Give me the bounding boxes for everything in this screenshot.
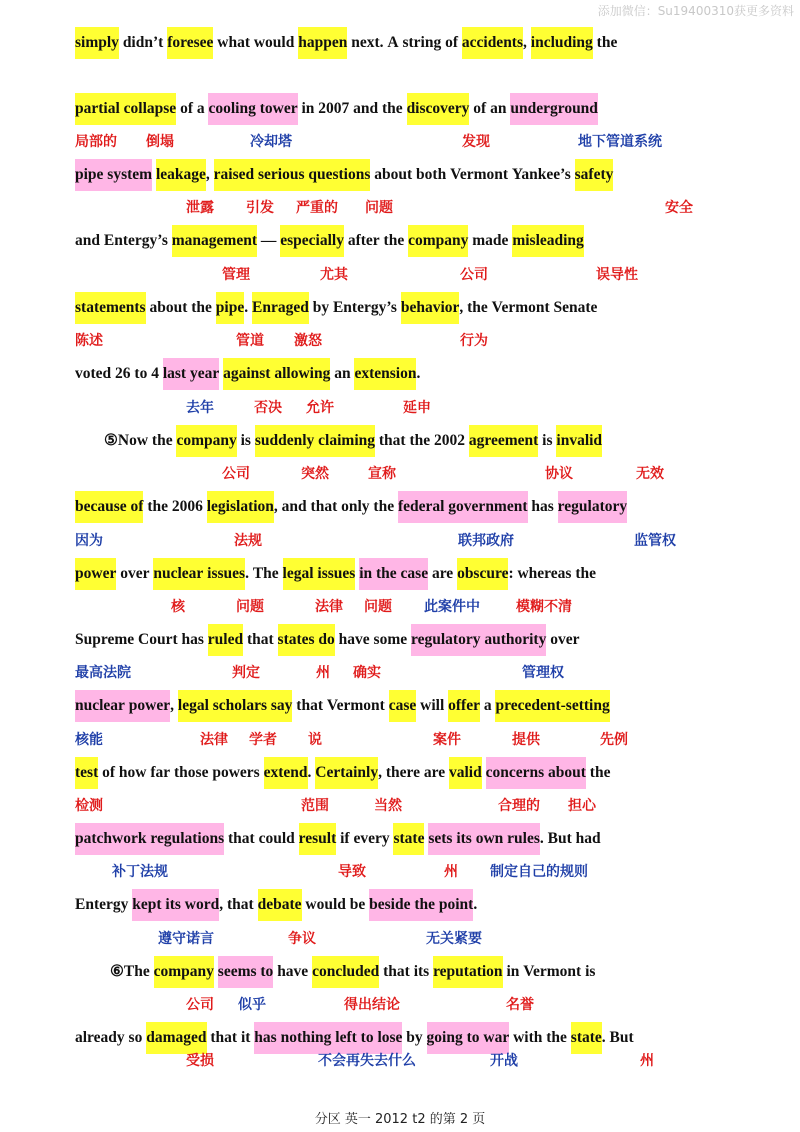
- gloss-annotation: 遵守诺言: [158, 931, 214, 947]
- gloss-annotation: 严重的: [296, 200, 338, 216]
- highlighted-phrase: case: [389, 690, 417, 722]
- text-run: the 2006: [143, 498, 207, 515]
- text-line: [75, 690, 610, 722]
- highlighted-phrase: Enraged: [252, 292, 309, 324]
- gloss-annotation: 引发: [246, 200, 274, 216]
- highlighted-phrase: power: [75, 558, 116, 590]
- text-run: is: [236, 432, 255, 449]
- highlighted-phrase: in the case: [359, 558, 428, 590]
- gloss-annotation: 州: [444, 864, 458, 880]
- gloss-annotation: 此案件中: [424, 599, 480, 615]
- text-run: that the 2002: [375, 432, 469, 449]
- text-run: Entergy: [75, 896, 133, 913]
- text-run: have: [273, 963, 313, 980]
- gloss-annotation: 允许: [306, 400, 334, 416]
- gloss-annotation: 激怒: [294, 333, 322, 349]
- highlighted-phrase: company: [408, 225, 468, 257]
- gloss-annotation: 问题: [364, 599, 392, 615]
- text-run: and Entergy’s: [75, 232, 172, 249]
- gloss-annotation: 局部的: [75, 134, 117, 150]
- gloss-annotation: 监管权: [634, 533, 676, 549]
- gloss-annotation: 行为: [460, 333, 488, 349]
- highlighted-phrase: management: [172, 225, 257, 257]
- text-run: ⑤Now the: [104, 432, 177, 449]
- text-run: voted 26 to 4: [75, 365, 163, 382]
- page-footer: 分区 英一 2012 t2 的第 2 页: [314, 1112, 486, 1127]
- highlighted-phrase: concerns about: [486, 757, 586, 789]
- highlighted-phrase: underground: [510, 93, 598, 125]
- highlighted-phrase: state: [393, 823, 424, 855]
- gloss-annotation: 安全: [665, 200, 693, 216]
- text-run: of how far those powers: [98, 764, 264, 781]
- highlighted-phrase: leakage: [156, 159, 206, 191]
- highlighted-phrase: seems to: [218, 956, 274, 988]
- text-line: [75, 159, 613, 191]
- text-run: . The: [245, 565, 283, 582]
- text-run: about both Vermont Yankee’s: [370, 166, 575, 183]
- gloss-annotation: 补丁法规: [112, 864, 168, 880]
- text-run: over: [116, 565, 154, 582]
- gloss-annotation: 最高法院: [75, 665, 131, 681]
- text-run: of a: [176, 100, 209, 117]
- highlighted-phrase: regulatory: [558, 491, 627, 523]
- gloss-annotation: 尤其: [320, 267, 348, 283]
- gloss-annotation: 不会再失去什么: [318, 1053, 416, 1069]
- gloss-annotation: 核: [171, 599, 185, 615]
- gloss-annotation: 管理权: [522, 665, 564, 681]
- gloss-annotation: 提供: [512, 732, 540, 748]
- text-line: [110, 956, 595, 988]
- text-run: that it: [206, 1029, 255, 1046]
- highlighted-phrase: happen: [298, 27, 347, 59]
- text-run: . But had: [539, 830, 601, 847]
- text-run: of an: [469, 100, 511, 117]
- text-run: that its: [379, 963, 434, 980]
- text-run: . But: [601, 1029, 634, 1046]
- highlighted-phrase: reputation: [433, 956, 502, 988]
- gloss-annotation: 先例: [600, 732, 628, 748]
- gloss-annotation: 因为: [75, 533, 103, 549]
- gloss-annotation: 误导性: [596, 267, 638, 283]
- highlighted-phrase: ruled: [208, 624, 243, 656]
- gloss-annotation: 合理的: [498, 798, 540, 814]
- highlighted-phrase: going to war: [427, 1022, 510, 1054]
- text-run: the: [592, 34, 618, 51]
- highlighted-phrase: extend: [264, 757, 308, 789]
- highlighted-phrase: discovery: [407, 93, 470, 125]
- text-run: with the: [509, 1029, 571, 1046]
- gloss-annotation: 名誉: [506, 997, 534, 1013]
- gloss-annotation: 案件: [433, 732, 461, 748]
- text-run: in 2007 and the: [297, 100, 407, 117]
- highlighted-phrase: sets its own rules: [428, 823, 540, 855]
- highlighted-phrase: test: [75, 757, 98, 789]
- text-run: made: [468, 232, 513, 249]
- gloss-annotation: 得出结论: [344, 997, 400, 1013]
- gloss-annotation: 争议: [288, 931, 316, 947]
- gloss-annotation: 突然: [301, 466, 329, 482]
- gloss-annotation: 受损: [186, 1053, 214, 1069]
- highlighted-phrase: legal issues: [283, 558, 356, 590]
- text-run: .: [307, 764, 316, 781]
- highlighted-phrase: legislation: [207, 491, 274, 523]
- text-run: ,: [523, 34, 531, 51]
- gloss-annotation: 州: [316, 665, 330, 681]
- gloss-annotation: 模糊不清: [516, 599, 572, 615]
- gloss-annotation: 地下管道系统: [578, 134, 662, 150]
- gloss-annotation: 学者: [249, 732, 277, 748]
- gloss-annotation: 范围: [301, 798, 329, 814]
- highlighted-phrase: last year: [163, 358, 219, 390]
- text-run: have some: [334, 631, 411, 648]
- highlighted-phrase: especially: [280, 225, 344, 257]
- text-run: didn’t: [118, 34, 168, 51]
- text-run: .: [244, 299, 252, 316]
- text-line: [75, 93, 598, 125]
- text-run: , there are: [378, 764, 449, 781]
- highlighted-phrase: regulatory authority: [411, 624, 546, 656]
- highlighted-phrase: valid: [449, 757, 482, 789]
- highlighted-phrase: offer: [448, 690, 480, 722]
- text-run: if every: [336, 830, 394, 847]
- gloss-annotation: 法规: [234, 533, 262, 549]
- gloss-annotation: 判定: [232, 665, 260, 681]
- highlighted-phrase: nuclear power: [75, 690, 170, 722]
- text-run: by Entergy’s: [308, 299, 401, 316]
- gloss-annotation: 似乎: [238, 997, 266, 1013]
- gloss-annotation: 管理: [222, 267, 250, 283]
- highlighted-phrase: cooling tower: [208, 93, 297, 125]
- highlighted-phrase: debate: [258, 889, 302, 921]
- text-run: in Vermont is: [502, 963, 596, 980]
- text-run: : whereas the: [508, 565, 596, 582]
- highlighted-phrase: patchwork regulations: [75, 823, 224, 855]
- highlighted-phrase: safety: [575, 159, 614, 191]
- text-line: [75, 358, 420, 390]
- highlighted-phrase: concluded: [312, 956, 379, 988]
- highlighted-phrase: obscure: [457, 558, 508, 590]
- highlighted-phrase: including: [531, 27, 593, 59]
- highlighted-phrase: invalid: [556, 425, 602, 457]
- text-line: [75, 823, 601, 855]
- highlighted-phrase: because of: [75, 491, 143, 523]
- gloss-annotation: 检测: [75, 798, 103, 814]
- highlighted-phrase: has nothing left to lose: [254, 1022, 402, 1054]
- text-run: that could: [224, 830, 299, 847]
- text-run: already so: [75, 1029, 147, 1046]
- text-run: —: [257, 232, 281, 249]
- highlighted-phrase: foresee: [167, 27, 213, 59]
- text-run: over: [546, 631, 580, 648]
- gloss-annotation: 说: [308, 732, 322, 748]
- highlighted-phrase: nuclear issues: [153, 558, 245, 590]
- gloss-annotation: 公司: [186, 997, 214, 1013]
- gloss-annotation: 担心: [568, 798, 596, 814]
- text-run: what would: [213, 34, 299, 51]
- highlighted-phrase: simply: [75, 27, 119, 59]
- text-run: that Vermont: [292, 697, 389, 714]
- gloss-annotation: 延申: [403, 400, 431, 416]
- highlighted-phrase: company: [154, 956, 214, 988]
- text-run: will: [416, 697, 449, 714]
- highlighted-phrase: raised serious questions: [214, 159, 371, 191]
- highlighted-phrase: statements: [75, 292, 146, 324]
- text-line: [75, 225, 584, 257]
- gloss-annotation: 法律: [200, 732, 228, 748]
- watermark: 添加微信：Su19400310获更多资料: [597, 4, 794, 18]
- highlighted-phrase: beside the point: [369, 889, 473, 921]
- text-run: would be: [301, 896, 370, 913]
- gloss-annotation: 开战: [490, 1053, 518, 1069]
- highlighted-phrase: against allowing: [223, 358, 330, 390]
- highlighted-phrase: precedent-setting: [495, 690, 609, 722]
- gloss-annotation: 州: [640, 1053, 654, 1069]
- gloss-annotation: 陈述: [75, 333, 103, 349]
- text-run: , and that only the: [273, 498, 398, 515]
- text-run: has: [527, 498, 558, 515]
- text-run: after the: [343, 232, 409, 249]
- gloss-annotation: 问题: [365, 200, 393, 216]
- text-run: next. A string of: [347, 34, 462, 51]
- text-run: is: [538, 432, 557, 449]
- highlighted-phrase: misleading: [512, 225, 583, 257]
- text-run: ,: [205, 166, 214, 183]
- highlighted-phrase: federal government: [398, 491, 528, 523]
- text-run: are: [428, 565, 458, 582]
- gloss-annotation: 无效: [636, 466, 664, 482]
- gloss-annotation: 无关紧要: [426, 931, 482, 947]
- gloss-annotation: 联邦政府: [458, 533, 514, 549]
- highlighted-phrase: suddenly claiming: [255, 425, 375, 457]
- highlighted-phrase: kept its word: [132, 889, 219, 921]
- text-run: an: [330, 365, 355, 382]
- gloss-annotation: 当然: [374, 798, 402, 814]
- gloss-annotation: 法律: [315, 599, 343, 615]
- gloss-annotation: 公司: [460, 267, 488, 283]
- highlighted-phrase: result: [299, 823, 337, 855]
- highlighted-phrase: damaged: [146, 1022, 206, 1054]
- highlighted-phrase: states do: [278, 624, 335, 656]
- text-line: [75, 491, 627, 523]
- gloss-annotation: 协议: [545, 466, 573, 482]
- gloss-annotation: 去年: [186, 400, 214, 416]
- gloss-annotation: 管道: [236, 333, 264, 349]
- gloss-annotation: 否决: [254, 400, 282, 416]
- gloss-annotation: 发现: [462, 134, 490, 150]
- text-run: about the: [145, 299, 216, 316]
- highlighted-phrase: company: [176, 425, 236, 457]
- gloss-annotation: 倒塌: [146, 134, 174, 150]
- highlighted-phrase: extension: [354, 358, 416, 390]
- text-line: [104, 425, 602, 457]
- highlighted-phrase: legal scholars say: [178, 690, 293, 722]
- text-run: , the Vermont Senate: [459, 299, 598, 316]
- gloss-annotation: 泄露: [186, 200, 214, 216]
- highlighted-phrase: accidents: [462, 27, 523, 59]
- gloss-annotation: 冷却塔: [250, 134, 292, 150]
- text-run: ⑥The: [110, 963, 154, 980]
- gloss-annotation: 导致: [338, 864, 366, 880]
- highlighted-phrase: agreement: [469, 425, 538, 457]
- text-line: [75, 27, 617, 59]
- text-run: a: [479, 697, 496, 714]
- text-run: .: [416, 365, 421, 382]
- text-run: the: [585, 764, 611, 781]
- text-line: [75, 558, 596, 590]
- text-line: [75, 624, 579, 656]
- text-line: [75, 757, 610, 789]
- text-run: , that: [219, 896, 258, 913]
- text-run: by: [402, 1029, 427, 1046]
- text-run: ,: [170, 697, 178, 714]
- highlighted-phrase: state: [571, 1022, 602, 1054]
- text-line: [75, 889, 477, 921]
- gloss-annotation: 确实: [353, 665, 381, 681]
- gloss-annotation: 问题: [236, 599, 264, 615]
- gloss-annotation: 制定自己的规则: [490, 864, 588, 880]
- text-run: that: [243, 631, 278, 648]
- highlighted-phrase: partial collapse: [75, 93, 176, 125]
- highlighted-phrase: Certainly: [315, 757, 378, 789]
- gloss-annotation: 核能: [75, 732, 103, 748]
- text-line: [75, 292, 597, 324]
- text-run: .: [473, 896, 478, 913]
- gloss-annotation: 公司: [222, 466, 250, 482]
- gloss-annotation: 宣称: [368, 466, 396, 482]
- highlighted-phrase: behavior: [401, 292, 460, 324]
- text-run: Supreme Court has: [75, 631, 208, 648]
- highlighted-phrase: pipe: [216, 292, 244, 324]
- highlighted-phrase: pipe system: [75, 159, 152, 191]
